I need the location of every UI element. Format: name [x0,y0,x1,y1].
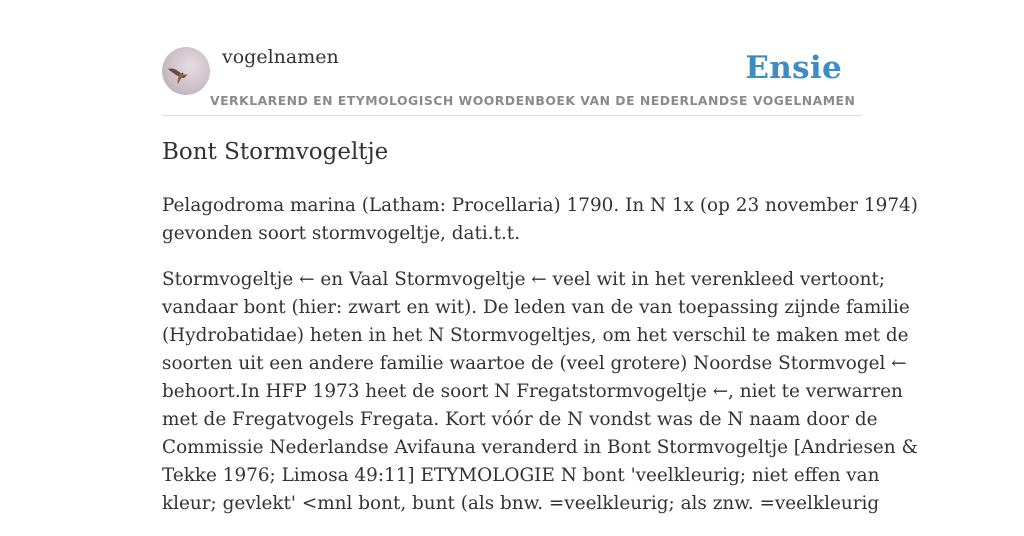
text-line: Pelagodroma marina (Latham: Procellaria) 1790. In N 1x (op 23 november 1974) [162,195,918,216]
text-line: kleur; gevlekt' <mnl bont, bunt (als bnw. =veelkleurig; als znw. =veelkleurig [162,493,880,514]
entry-content [162,192,918,536]
text-line: soorten uit een andere familie waartoe de (veel grotere) Noordse Stormvogel ← [162,353,907,374]
text-line: Stormvogeltje ← en Vaal Stormvogeltje ← veel wit in het verenkleed vertoont; [162,269,886,290]
paragraph-intro [162,192,918,248]
brand-logo[interactable]: Ensie [745,50,842,86]
text-line: gevonden soort stormvogeltje, dati.t.t. [162,223,521,244]
text-line: met de Fregatvogels Fregata. Kort vóór de N vondst was de N naam door de [162,409,878,430]
bird-photo-icon [162,47,210,95]
text-line: Tekke 1976; Limosa 49:11] ETYMOLOGIE N bont 'veelkleurig; niet effen van [162,465,880,486]
header-divider [162,115,862,116]
paragraph-body [162,266,918,518]
site-header [162,40,862,116]
text-line: behoort.In HFP 1973 heet de soort N Fregatstormvogeltje ←, niet te verwarren [162,381,903,402]
text-line: (Hydrobatidae) heten in het N Stormvogeltjes, om het verschil te maken met de [162,325,909,346]
text-line: Commissie Nederlandse Avifauna veranderd in Bont Stormvogeltje [Andriesen & [162,437,918,458]
site-subtitle: VERKLAREND EN ETYMOLOGISCH WOORDENBOEK VAN DE NEDERLANDSE VOGELNAMEN [210,93,856,108]
site-name[interactable]: vogelnamen [222,46,339,68]
page-title: Bont Stormvogeltje [162,139,389,165]
text-line: vandaar bont (hier: zwart en wit). De leden van de van toepassing zijnde familie [162,297,910,318]
avatar[interactable] [162,47,210,95]
